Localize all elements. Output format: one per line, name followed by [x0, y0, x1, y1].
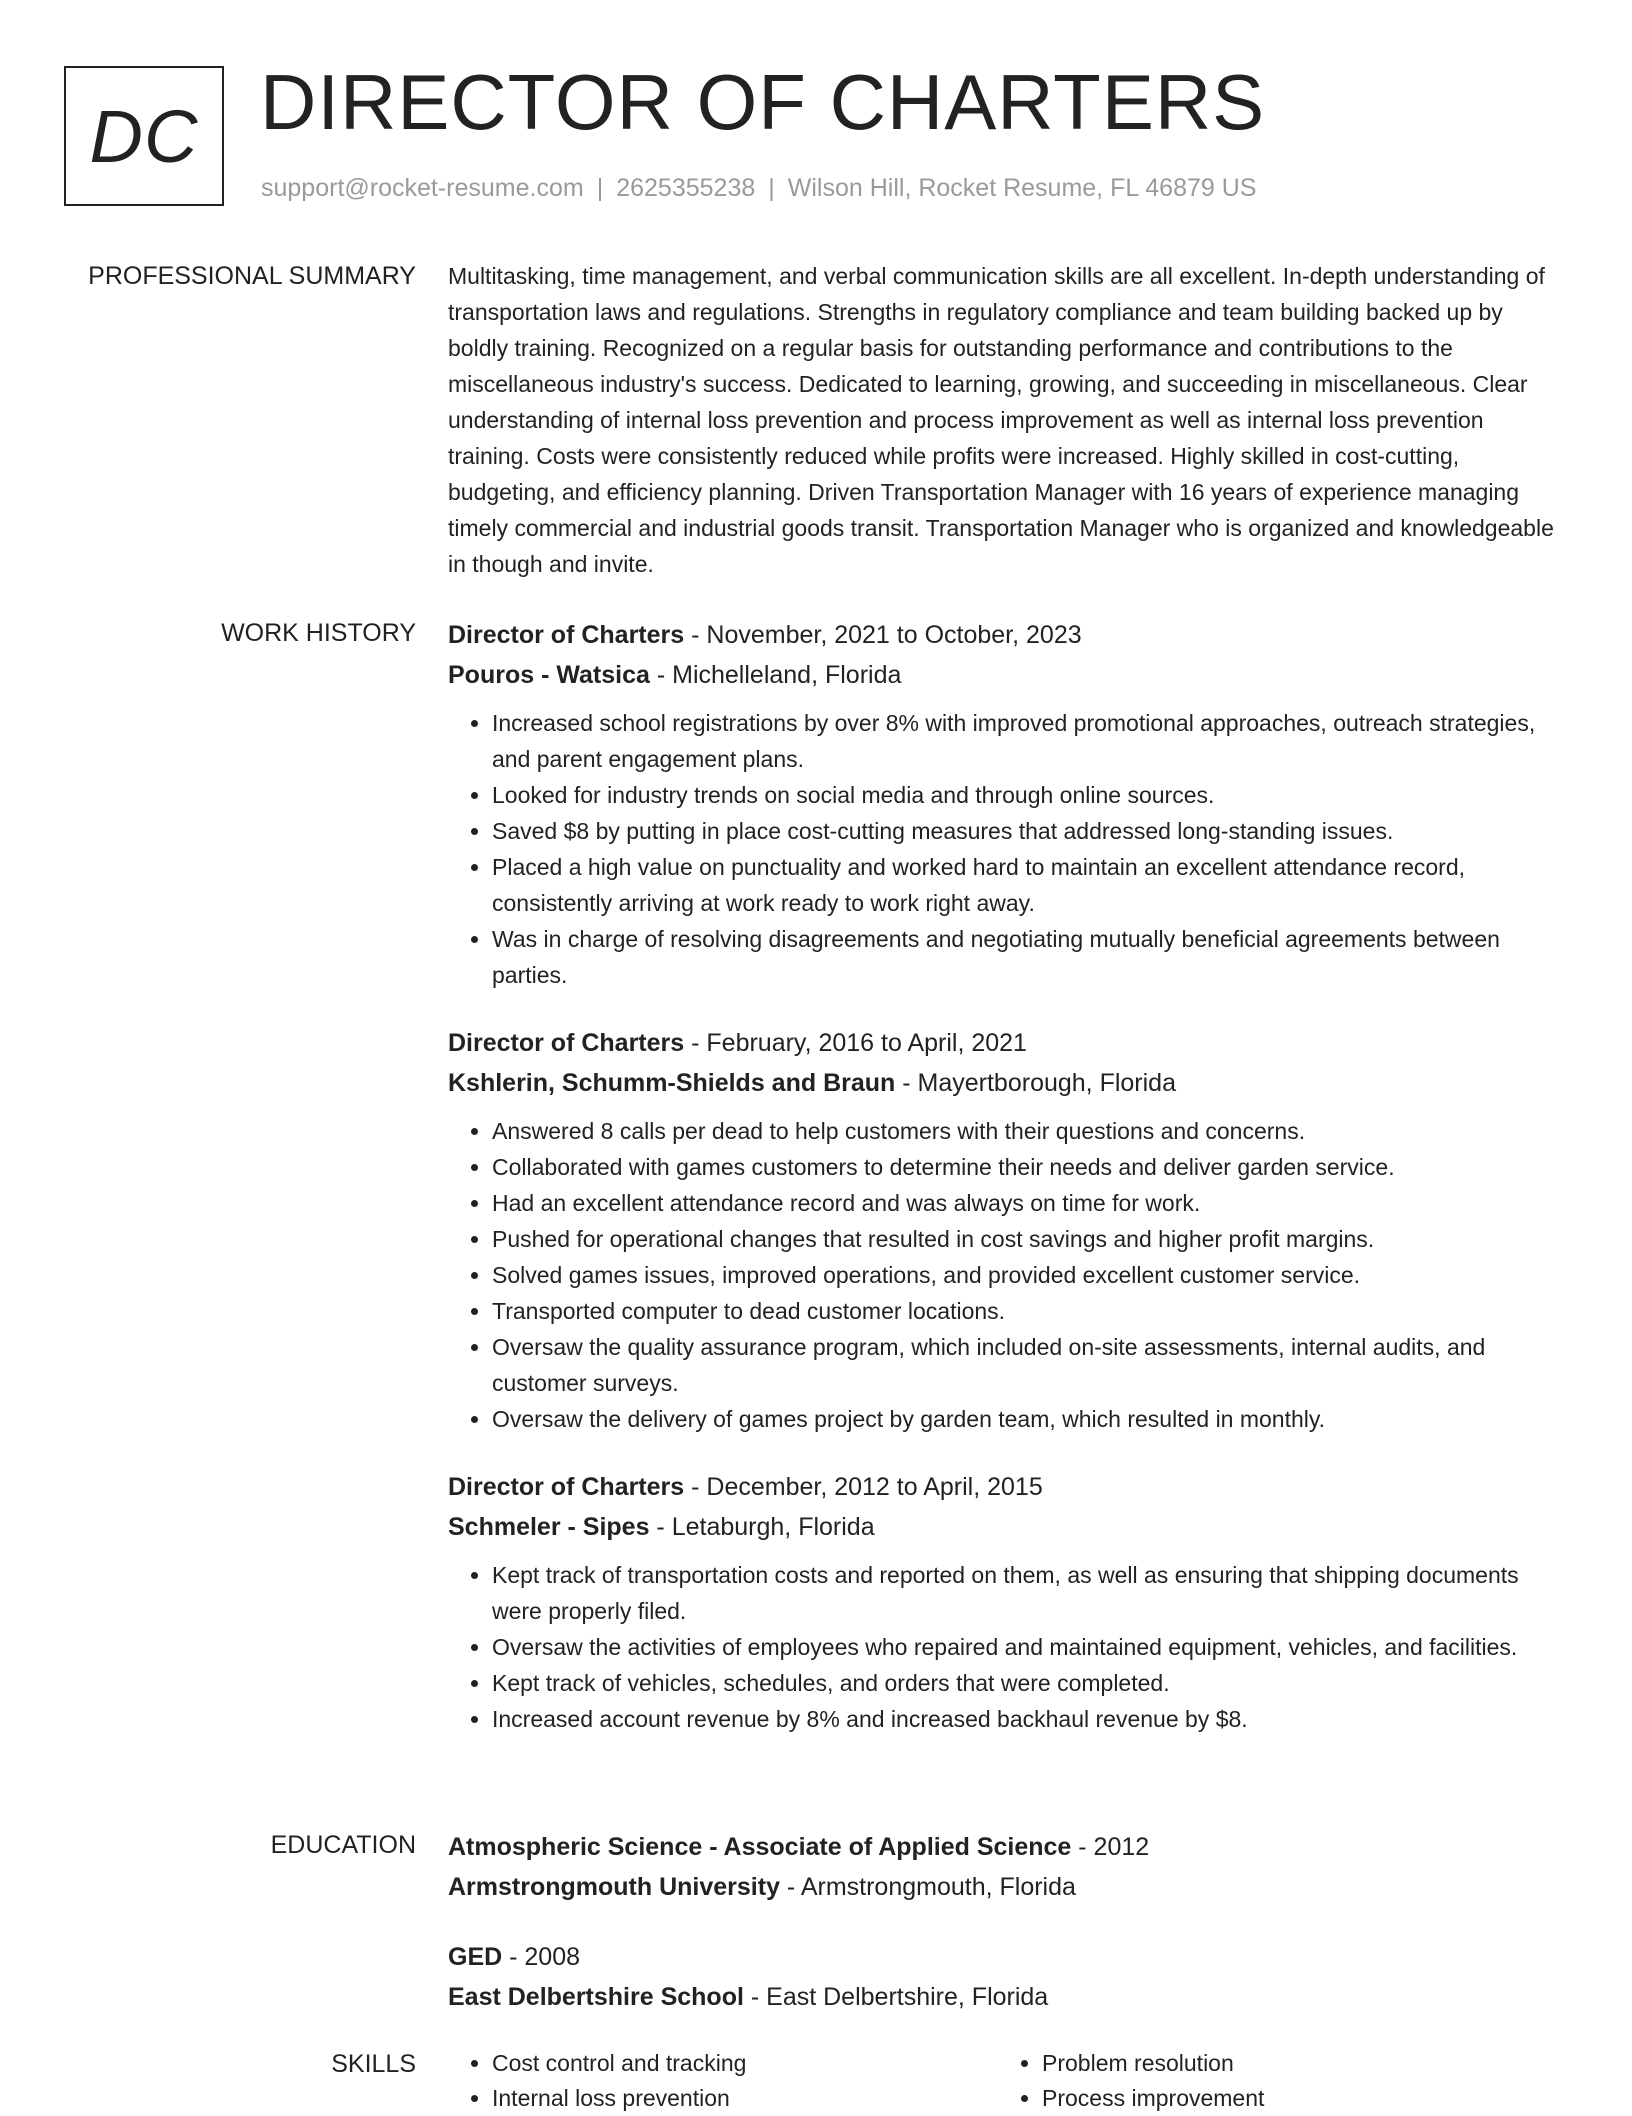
job-entry: [448, 1023, 1568, 1437]
job-title: Director of Charters: [448, 1029, 685, 1057]
contact-email[interactable]: support@rocket-resume.com: [261, 174, 584, 202]
job-bullet: • Oversaw the quality assurance program, which included on-site assessments, internal audits, and customer surveys.: [492, 1329, 1568, 1401]
job-location: - Letaburgh, Florida: [649, 1513, 875, 1541]
education-degree-line: [448, 1937, 1568, 1977]
job-bullet: • Oversaw the delivery of games project by garden team, which resulted in monthly.: [492, 1401, 1568, 1437]
job-location: - Mayertborough, Florida: [895, 1069, 1176, 1097]
job-title-line: [448, 615, 1568, 655]
job-bullet: • Kept track of vehicles, schedules, and orders that were completed.: [492, 1665, 1568, 1701]
resume-name: DIRECTOR OF CHARTERS: [260, 58, 1266, 146]
job-bullets: [448, 1113, 1568, 1437]
section-title-summary: PROFESSIONAL SUMMARY: [88, 262, 416, 290]
contact-separator: |: [596, 174, 604, 202]
contact-phone[interactable]: 2625355238: [616, 174, 756, 202]
education-location: - Armstrongmouth, Florida: [779, 1873, 1076, 1901]
skills-column-right: [998, 2046, 1548, 2116]
education-year: - 2012: [1071, 1833, 1150, 1861]
contact-line: [261, 174, 1256, 203]
job-dates: - February, 2016 to April, 2021: [684, 1029, 1027, 1057]
education-location: - East Delbertshire, Florida: [743, 1983, 1049, 2011]
education-school: Armstrongmouth University: [448, 1873, 780, 1901]
skill-item: • Internal loss prevention: [492, 2081, 998, 2116]
job-bullet: • Was in charge of resolving disagreements and negotiating mutually beneficial agreements between parties.: [492, 921, 1568, 993]
job-company: Kshlerin, Schumm-Shields and Braun: [448, 1069, 896, 1097]
job-bullets: [448, 1557, 1568, 1737]
job-bullet: • Oversaw the activities of employees who repaired and maintained equipment, vehicles, and facilities.: [492, 1629, 1568, 1665]
job-bullet: • Had an excellent attendance record and was always on time for work.: [492, 1185, 1568, 1221]
job-title-line: [448, 1467, 1568, 1507]
contact-address: Wilson Hill, Rocket Resume, FL 46879 US: [787, 174, 1257, 202]
skill-item: • Process improvement: [1042, 2081, 1548, 2116]
job-dates: - November, 2021 to October, 2023: [684, 621, 1082, 649]
education-entry: [448, 1827, 1568, 1907]
job-bullet: • Increased account revenue by 8% and increased backhaul revenue by $8.: [492, 1701, 1568, 1737]
job-title: Director of Charters: [448, 1473, 685, 1501]
section-title-skills: SKILLS: [331, 2050, 416, 2078]
summary-text: Multitasking, time management, and verbal communication skills are all excellent. In-depth understanding of transportation laws and regulations. Strengths in regulatory compliance and team building backed up by boldly training. Recognized on a regular basis for outstanding performance and contributions to the miscellaneous industry's success. Dedicated to learning, growing, and succeeding in miscellaneous. Clear understanding of internal loss prevention and process improvement as well as internal loss prevention training. Costs were consistently reduced while profits were increased. Highly skilled in cost-cutting, budgeting, and efficiency planning. Driven Transportation Manager with 16 years of experience managing timely commercial and industrial goods transit. Transportation Manager who is organized and knowledgeable in though and invite.: [448, 263, 1554, 577]
job-bullets: [448, 705, 1568, 993]
job-title-line: [448, 1023, 1568, 1063]
job-dates: - December, 2012 to April, 2015: [684, 1473, 1043, 1501]
contact-separator: |: [768, 174, 775, 202]
education-school-line: [448, 1977, 1568, 2017]
education-degree: GED: [448, 1943, 503, 1971]
job-bullet: • Solved games issues, improved operations, and provided excellent customer service.: [492, 1257, 1568, 1293]
section-title-education: EDUCATION: [270, 1831, 416, 1859]
job-location: - Michelleland, Florida: [649, 661, 902, 689]
monogram-badge: DC: [64, 66, 224, 206]
job-company-line: [448, 1507, 1568, 1547]
job-bullet: • Increased school registrations by over 8% with improved promotional approaches, outreach strategies, and parent engagement plans.: [492, 705, 1568, 777]
job-title: Director of Charters: [448, 621, 685, 649]
job-bullet: • Placed a high value on punctuality and worked hard to maintain an excellent attendance record, consistently arriving at work ready to work right away.: [492, 849, 1568, 921]
job-entry: [448, 1467, 1568, 1737]
job-company: Schmeler - Sipes: [448, 1513, 650, 1541]
job-bullet: • Answered 8 calls per dead to help customers with their questions and concerns.: [492, 1113, 1568, 1149]
education-school: East Delbertshire School: [448, 1983, 744, 2011]
skills-columns: [448, 2046, 1568, 2116]
job-company-line: [448, 655, 1568, 695]
job-company-line: [448, 1063, 1568, 1103]
skill-item: • Problem resolution: [1042, 2046, 1548, 2081]
education-degree-line: [448, 1827, 1568, 1867]
job-bullet: • Saved $8 by putting in place cost-cutting measures that addressed long-standing issues.: [492, 813, 1568, 849]
job-bullet: • Collaborated with games customers to determine their needs and deliver garden service.: [492, 1149, 1568, 1185]
education-degree: Atmospheric Science - Associate of Applied Science: [448, 1833, 1072, 1861]
education-entry: [448, 1937, 1568, 2017]
education-school-line: [448, 1867, 1568, 1907]
skills-column-left: [448, 2046, 998, 2116]
job-bullet: • Transported computer to dead customer locations.: [492, 1293, 1568, 1329]
job-bullet: • Pushed for operational changes that resulted in cost savings and higher profit margins.: [492, 1221, 1568, 1257]
job-company: Pouros - Watsica: [448, 661, 650, 689]
section-title-work-history: WORK HISTORY: [221, 619, 416, 647]
skill-item: • Cost control and tracking: [492, 2046, 998, 2081]
job-bullet: • Kept track of transportation costs and reported on them, as well as ensuring that shipping documents were properly filed.: [492, 1557, 1568, 1629]
education-year: - 2008: [502, 1943, 581, 1971]
job-entry: [448, 615, 1568, 993]
job-bullet: • Looked for industry trends on social media and through online sources.: [492, 777, 1568, 813]
